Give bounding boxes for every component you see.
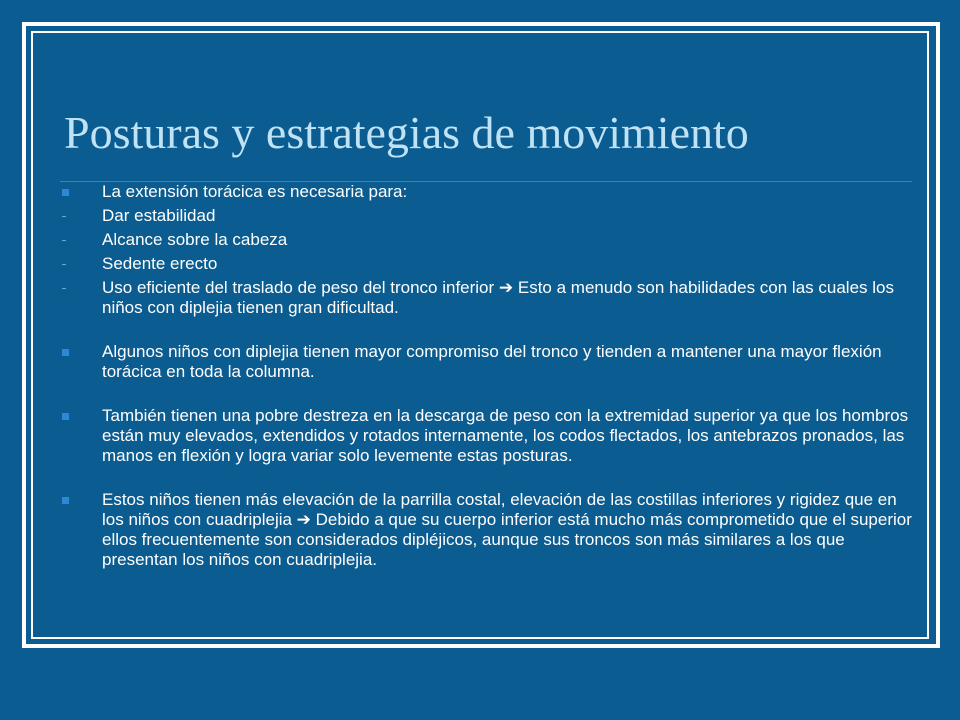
dash-bullet-icon (62, 264, 66, 265)
bullet-item (62, 490, 914, 570)
square-bullet-icon (62, 413, 69, 420)
slide-body (62, 182, 914, 570)
bullet-text: También tienen una pobre destreza en la descarga de peso con la extremidad superior ya que los hombros están muy elevados, extendidos y rotados internamente, los codos flectados, los antebrazos pronados, las manos en flexión y logra variar solo levemente estas posturas. (102, 406, 909, 465)
bullet-item (62, 406, 914, 466)
dash-text: Sedente erecto (102, 254, 218, 273)
bullet-item (62, 182, 914, 202)
dash-text: Dar estabilidad (102, 206, 216, 225)
bullet-text: Estos niños tienen más elevación de la parrilla costal, elevación de las costillas inferiores y rigidez que en los niños con cuadriplejia ➔ Debido a que su cuerpo inferior está mucho más comprometido que el superior ellos frecuentemente son considerados dipléjicos, aunque sus troncos son más similares a los que presentan los niños con cuadriplejia. (102, 490, 912, 569)
dash-item (62, 254, 914, 274)
bullet-text: La extensión torácica es necesaria para: (102, 182, 408, 201)
bullet-item (62, 342, 914, 382)
dash-item (62, 230, 914, 250)
bullet-text: Algunos niños con diplejia tienen mayor compromiso del tronco y tienden a mantener una mayor flexión torácica en toda la columna. (102, 342, 882, 381)
square-bullet-icon (62, 189, 69, 196)
dash-text: Uso eficiente del traslado de peso del tronco inferior ➔ Esto a menudo son habilidades con las cuales los niños con diplejia tienen gran dificultad. (102, 278, 894, 317)
dash-bullet-icon (62, 216, 66, 217)
dash-item (62, 278, 914, 318)
dash-item (62, 206, 914, 226)
slide-title: Posturas y estrategias de movimiento (64, 107, 749, 158)
dash-text: Alcance sobre la cabeza (102, 230, 288, 249)
square-bullet-icon (62, 497, 69, 504)
square-bullet-icon (62, 349, 69, 356)
dash-bullet-icon (62, 240, 66, 241)
dash-bullet-icon (62, 288, 66, 289)
